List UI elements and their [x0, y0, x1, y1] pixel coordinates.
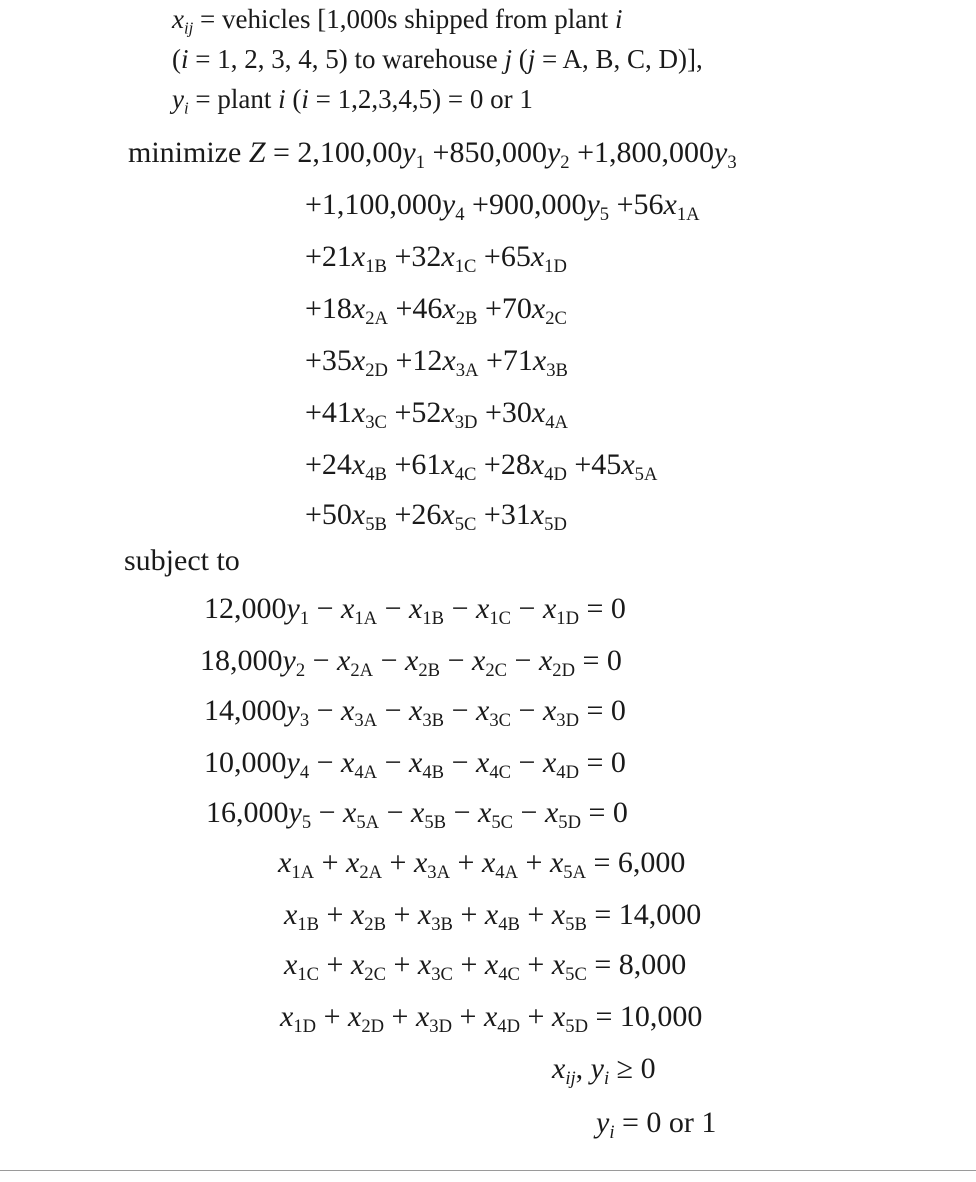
- variable-y: y: [286, 592, 300, 625]
- variable-x: x: [351, 292, 366, 325]
- variable-i: i: [278, 84, 286, 114]
- variable-x: x: [351, 396, 366, 429]
- term-text: +: [452, 1000, 484, 1033]
- subscript: 1: [299, 607, 310, 629]
- variable-x: x: [484, 898, 499, 931]
- term-text: −: [377, 592, 410, 625]
- term-text: +31: [476, 498, 531, 531]
- objective-line-3: [305, 242, 567, 277]
- objective-terms: [305, 344, 568, 381]
- variable-i: i: [301, 84, 309, 114]
- text: (: [285, 84, 302, 114]
- variable-x: x: [350, 898, 365, 931]
- term-text: −: [440, 644, 472, 677]
- term-text: −: [377, 746, 410, 779]
- subscript: 2: [295, 659, 306, 681]
- variable-j: j: [504, 44, 512, 74]
- term-text: +: [519, 898, 552, 931]
- variable-x: x: [441, 448, 455, 481]
- term-text: −: [311, 796, 344, 829]
- term-text: −: [513, 796, 545, 829]
- objective-line-8: [305, 500, 567, 535]
- term-text: −: [511, 592, 543, 625]
- variable-x: x: [284, 948, 298, 981]
- subscript: 2B: [364, 913, 386, 935]
- subscript: 5C: [454, 513, 477, 535]
- text: (: [511, 44, 528, 74]
- term-text: −: [373, 644, 406, 677]
- subscript: 4D: [497, 1015, 521, 1037]
- constraint-terms: [278, 846, 686, 883]
- term-text: = 0: [575, 644, 622, 677]
- variable-y: y: [546, 136, 561, 169]
- variable-x: x: [484, 948, 499, 981]
- constraint-6: [278, 848, 685, 883]
- variable-x: x: [551, 1000, 566, 1033]
- constraint-8: [284, 950, 686, 985]
- subscript: 3B: [546, 359, 568, 381]
- subscript: 3A: [427, 861, 451, 883]
- subscript: 4D: [556, 761, 579, 783]
- objective-terms: [305, 498, 567, 535]
- subscript: 3D: [556, 709, 579, 731]
- term-text: +52: [386, 396, 442, 429]
- objective-variable: Z: [248, 136, 266, 169]
- variable-x: x: [441, 498, 455, 531]
- variable-x: x: [475, 746, 490, 779]
- subscript: 4C: [489, 761, 512, 783]
- term-text: ≥ 0: [609, 1052, 656, 1085]
- term-text: 14,000: [204, 694, 287, 727]
- subscript: 3D: [429, 1015, 453, 1037]
- term-text: +850,000: [425, 136, 547, 169]
- subscript: 4B: [365, 463, 387, 485]
- term-text: +32: [386, 240, 442, 273]
- variable-x: x: [532, 344, 547, 377]
- subscript: 4A: [495, 861, 519, 883]
- term-text: −: [379, 796, 412, 829]
- term-text: −: [511, 746, 543, 779]
- subscript: 1C: [489, 607, 512, 629]
- subscript: 4: [299, 761, 310, 783]
- variable-x: x: [442, 292, 456, 325]
- term-text: = 0: [579, 694, 626, 727]
- text: = 1, 2, 3, 4, 5) to warehouse: [188, 44, 505, 74]
- subscript: 2A: [350, 659, 374, 681]
- term-text: = 0 or 1: [614, 1106, 717, 1139]
- subscript: 5B: [565, 913, 587, 935]
- subscript: 5: [599, 203, 610, 225]
- subscript: 2B: [455, 307, 478, 329]
- term-text: = 0: [579, 746, 626, 779]
- term-text: +: [314, 846, 346, 879]
- subscript: 1D: [293, 1015, 317, 1037]
- term-text: −: [377, 694, 410, 727]
- objective-line-5: [305, 346, 568, 381]
- variable-x: x: [530, 448, 545, 481]
- term-text: −: [446, 796, 478, 829]
- term-text: +: [385, 948, 418, 981]
- objective-line-7: [305, 450, 657, 485]
- subscript: 1C: [297, 963, 320, 985]
- term-text: +45: [566, 448, 622, 481]
- variable-x: x: [551, 898, 566, 931]
- variable-y: y: [596, 1106, 610, 1139]
- subscript: 3A: [354, 709, 378, 731]
- variable-x: x: [341, 746, 355, 779]
- variable-y: y: [590, 1052, 604, 1085]
- subscript: 4C: [498, 963, 520, 985]
- term-text: −: [511, 694, 543, 727]
- variable-y: y: [172, 84, 184, 114]
- term-text: +56: [609, 188, 664, 221]
- subscript: 2C: [364, 963, 386, 985]
- subscript: 2C: [545, 307, 567, 329]
- subscript: 3C: [365, 411, 387, 433]
- variable-x: x: [542, 746, 557, 779]
- variable-x: x: [551, 948, 566, 981]
- variable-i: i: [614, 4, 623, 34]
- subject-to-label: subject to: [124, 544, 240, 577]
- objective-terms: [265, 136, 737, 173]
- subscript: 4B: [422, 761, 445, 783]
- constraint-terms: [280, 1000, 703, 1037]
- text: (: [172, 44, 181, 74]
- subscript: 2D: [552, 659, 575, 681]
- variable-x: x: [341, 694, 355, 727]
- subscript: 3: [727, 151, 737, 173]
- subscript: 5B: [365, 513, 387, 535]
- term-text: +12: [387, 344, 443, 377]
- variable-x: x: [441, 240, 455, 273]
- variable-x: x: [471, 644, 486, 677]
- subscript: 5: [301, 811, 312, 833]
- term-text: 12,000: [204, 592, 287, 625]
- objective-terms: [305, 188, 700, 225]
- term-text: +: [452, 948, 485, 981]
- subscript: 3A: [455, 359, 479, 381]
- subscript: ij: [565, 1067, 576, 1089]
- constraint-terms: [206, 796, 628, 833]
- text: = 1,2,3,4,5) = 0 or 1: [308, 84, 533, 114]
- term-text: ,: [575, 1052, 591, 1085]
- variable-y: y: [286, 694, 300, 727]
- objective-line-1: [128, 138, 737, 173]
- variable-x: x: [409, 592, 423, 625]
- term-text: = 0: [581, 796, 628, 829]
- term-text: −: [444, 694, 476, 727]
- variable-x: x: [663, 188, 677, 221]
- term-text: +: [518, 846, 550, 879]
- constraint-4: [204, 748, 626, 783]
- minimize-label: minimize: [128, 136, 249, 169]
- variable-y: y: [288, 796, 302, 829]
- term-text: +: [384, 1000, 416, 1033]
- term-text: = 14,000: [586, 898, 702, 931]
- variable-x: x: [409, 694, 423, 727]
- term-text: +61: [386, 448, 442, 481]
- subscript: 2A: [365, 307, 388, 329]
- constraint-terms: [204, 694, 626, 731]
- term-text: −: [444, 746, 476, 779]
- objective-line-2: [305, 190, 700, 225]
- subscript: 1D: [544, 255, 567, 277]
- term-text: +30: [477, 396, 532, 429]
- subscript: 4B: [498, 913, 520, 935]
- subscript: 5A: [356, 811, 380, 833]
- term-text: +1,100,000: [305, 188, 442, 221]
- subscript: 1D: [556, 607, 579, 629]
- variable-x: x: [531, 396, 546, 429]
- term-text: +900,000: [464, 188, 587, 221]
- term-text: +21: [305, 240, 352, 273]
- variable-x: x: [409, 746, 423, 779]
- variable-x: x: [442, 344, 456, 377]
- variable-x: x: [549, 846, 564, 879]
- variable-y: y: [402, 136, 416, 169]
- variable-x: x: [343, 796, 357, 829]
- subscript: 4: [455, 203, 465, 225]
- subscript: 1B: [365, 255, 387, 277]
- subscript: i: [183, 98, 189, 118]
- subscript: ij: [183, 18, 194, 38]
- variable-x: x: [351, 498, 366, 531]
- term-text: −: [309, 592, 342, 625]
- variable-y: y: [586, 188, 600, 221]
- term-text: = 8,000: [586, 948, 687, 981]
- variable-x: x: [351, 448, 366, 481]
- variable-x: x: [351, 344, 366, 377]
- variable-x: x: [441, 396, 455, 429]
- subscript: 3B: [431, 913, 453, 935]
- subscript: 5B: [424, 811, 447, 833]
- constraint-1: [204, 594, 626, 629]
- subscript: 3: [299, 709, 310, 731]
- variable-x: x: [552, 1052, 566, 1085]
- variable-j: j: [527, 44, 536, 74]
- subscript: 1A: [291, 861, 315, 883]
- term-text: 16,000: [206, 796, 289, 829]
- term-text: −: [305, 644, 338, 677]
- subscript: 3D: [454, 411, 478, 433]
- subscript: 3B: [422, 709, 445, 731]
- variable-y: y: [441, 188, 456, 221]
- constraint-5: [206, 798, 628, 833]
- objective-terms: [305, 396, 568, 433]
- term-text: +: [520, 1000, 552, 1033]
- subscript: 5A: [563, 861, 586, 883]
- constraint-9: [280, 1002, 702, 1037]
- variable-x: x: [405, 644, 419, 677]
- subscript: i: [604, 1067, 610, 1089]
- variable-x: x: [350, 948, 365, 981]
- subscript: 2A: [359, 861, 383, 883]
- constraint-terms: [284, 948, 687, 985]
- subscript: 4C: [454, 463, 477, 485]
- variable-x: x: [530, 240, 545, 273]
- definition-text: = vehicles [1,000s shipped from plant: [193, 4, 615, 34]
- variable-x: x: [413, 846, 428, 879]
- variable-x: x: [538, 644, 553, 677]
- term-text: +: [450, 846, 482, 879]
- constraint-terms: [204, 592, 626, 629]
- term-text: +70: [477, 292, 532, 325]
- subscript: 4A: [545, 411, 568, 433]
- subscript: 1B: [297, 913, 320, 935]
- objective-line-4: [305, 294, 567, 329]
- variable-x: x: [544, 796, 559, 829]
- term-text: −: [309, 694, 342, 727]
- subscript: 5D: [544, 513, 567, 535]
- term-text: +: [319, 898, 351, 931]
- subscript: 1: [415, 151, 426, 173]
- text: = plant: [188, 84, 279, 114]
- term-text: 18,000: [200, 644, 283, 677]
- subscript: 1A: [676, 203, 700, 225]
- variable-x: x: [347, 1000, 362, 1033]
- term-text: +: [452, 898, 485, 931]
- variable-x: x: [415, 1000, 430, 1033]
- term-text: = 10,000: [588, 1000, 703, 1033]
- variable-x: x: [341, 592, 355, 625]
- variable-x: x: [351, 240, 366, 273]
- subscript: 4D: [544, 463, 567, 485]
- variable-x: x: [531, 292, 546, 325]
- constraint-terms: [200, 644, 622, 681]
- variable-x: x: [345, 846, 360, 879]
- variable-x: x: [284, 898, 298, 931]
- subscript: 3C: [431, 963, 453, 985]
- variable-x: x: [475, 592, 490, 625]
- variable-x: x: [481, 846, 496, 879]
- variable-x: x: [542, 694, 557, 727]
- constraint-terms: [284, 898, 702, 935]
- variable-x: x: [411, 796, 425, 829]
- text: = A, B, C, D)],: [535, 44, 703, 74]
- term-text: +26: [386, 498, 442, 531]
- term-text: −: [444, 592, 476, 625]
- term-text: +: [382, 846, 414, 879]
- objective-line-6: [305, 398, 568, 433]
- term-text: +: [319, 948, 351, 981]
- objective-terms: [305, 448, 658, 485]
- subscript: i: [609, 1121, 615, 1143]
- term-text: +35: [305, 344, 352, 377]
- variable-y: y: [282, 644, 296, 677]
- definition-x: [172, 6, 622, 37]
- variable-x: x: [337, 644, 351, 677]
- subscript: 1C: [454, 255, 477, 277]
- subscript: 5D: [558, 811, 581, 833]
- objective-terms: [305, 292, 567, 329]
- variable-i: i: [181, 44, 189, 74]
- variable-x: x: [477, 796, 492, 829]
- term-text: = 6,000: [586, 846, 686, 879]
- variable-x: x: [172, 4, 184, 34]
- variable-y: y: [286, 746, 300, 779]
- subscript: 2C: [485, 659, 508, 681]
- variable-x: x: [475, 694, 490, 727]
- constraint-terms: [204, 746, 626, 783]
- subscript: 1A: [354, 607, 378, 629]
- term-text: = 0: [579, 592, 626, 625]
- variable-x: x: [278, 846, 292, 879]
- term-text: 10,000: [204, 746, 287, 779]
- variable-x: x: [542, 592, 557, 625]
- term-text: +1,800,000: [569, 136, 715, 169]
- term-text: +: [385, 898, 418, 931]
- subscript: 2D: [365, 359, 388, 381]
- variable-x: x: [417, 948, 432, 981]
- subscript: 3C: [489, 709, 512, 731]
- constraint-terms: [552, 1052, 656, 1089]
- objective-terms: [305, 240, 567, 277]
- subscript: 2: [560, 151, 570, 173]
- subscript: 5C: [491, 811, 514, 833]
- constraint-terms: [596, 1106, 717, 1143]
- term-text: −: [309, 746, 342, 779]
- constraint-2: [200, 646, 622, 681]
- term-text: −: [507, 644, 539, 677]
- constraint-nonnegativity: [552, 1054, 656, 1089]
- variable-x: x: [530, 498, 545, 531]
- constraint-7: [284, 900, 701, 935]
- constraint-binary: [596, 1108, 716, 1143]
- term-text: +46: [387, 292, 443, 325]
- variable-y: y: [714, 136, 728, 169]
- definition-y: [172, 86, 533, 117]
- subscript: 2B: [418, 659, 441, 681]
- term-text: +: [519, 948, 552, 981]
- variable-x: x: [621, 448, 635, 481]
- definition-x-indices: [172, 46, 703, 73]
- term-text: +41: [305, 396, 352, 429]
- variable-x: x: [280, 1000, 294, 1033]
- term-text: +71: [478, 344, 533, 377]
- term-text: +28: [476, 448, 531, 481]
- term-text: +18: [305, 292, 352, 325]
- term-text: = 2,100,00: [265, 136, 403, 169]
- term-text: +50: [305, 498, 352, 531]
- variable-x: x: [417, 898, 432, 931]
- constraint-3: [204, 696, 626, 731]
- subscript: 2D: [361, 1015, 385, 1037]
- subscript: 5C: [565, 963, 587, 985]
- term-text: +: [316, 1000, 348, 1033]
- subscript: 1B: [422, 607, 445, 629]
- bottom-divider: [0, 1170, 976, 1171]
- subscript: 5A: [634, 463, 658, 485]
- term-text: +24: [305, 448, 352, 481]
- subscript: 4A: [354, 761, 378, 783]
- variable-x: x: [483, 1000, 498, 1033]
- subscript: 5D: [565, 1015, 588, 1037]
- term-text: +65: [476, 240, 531, 273]
